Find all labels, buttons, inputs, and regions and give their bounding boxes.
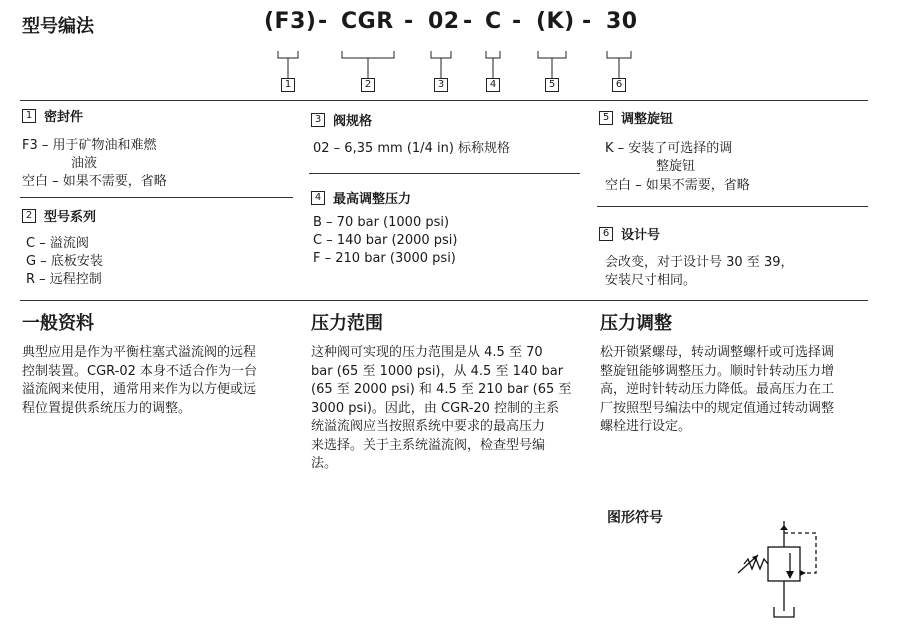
text-line: 螺栓进行设定。 bbox=[600, 419, 692, 434]
knob-option-k-cont: 整旋钮 bbox=[656, 159, 696, 174]
code-part-knob: (K) bbox=[536, 9, 575, 34]
code-dash: - bbox=[582, 9, 592, 34]
pressure-range-heading: 压力范围 bbox=[311, 313, 383, 334]
code-box-4: 4 bbox=[486, 78, 500, 92]
code-dash: - bbox=[512, 9, 522, 34]
section-size-heading bbox=[311, 110, 372, 129]
text-line: 程位置提供系统压力的调整。 bbox=[22, 400, 192, 416]
section-title: 型号系列 bbox=[44, 210, 97, 225]
text-line: (65 至 2000 psi) 和 4.5 至 210 bar (65 至 bbox=[311, 382, 572, 397]
middle-rule bbox=[20, 300, 868, 301]
code-part-seal: (F3) bbox=[264, 9, 317, 34]
text-line: 溢流阀来使用，通常用来作为以方便或远 bbox=[22, 382, 257, 397]
relief-valve-symbol bbox=[730, 515, 830, 627]
section-title: 调整旋钮 bbox=[621, 112, 674, 127]
text-line: 高，逆时针转动压力降低。最高压力在工 bbox=[600, 382, 835, 397]
knob-option-blank: 空白 – 如果不需要，省略 bbox=[605, 178, 750, 193]
code-box-3: 3 bbox=[434, 78, 448, 92]
text-line: 松开锁紧螺母，转动调整螺杆或可选择调 bbox=[600, 345, 835, 360]
code-dash: - bbox=[404, 9, 414, 34]
code-part-pressure: C bbox=[485, 9, 502, 34]
section-seal-heading bbox=[22, 106, 83, 125]
text-line: 法。 bbox=[311, 456, 338, 471]
section-title: 设计号 bbox=[621, 228, 661, 243]
top-rule bbox=[20, 100, 868, 101]
section-series-heading bbox=[22, 206, 96, 225]
general-paragraph bbox=[22, 344, 257, 418]
pressure-option-f: F – 210 bar (3000 psi) bbox=[313, 251, 456, 266]
symbol-heading: 图形符号 bbox=[607, 510, 663, 526]
code-box-6: 6 bbox=[612, 78, 626, 92]
section-divider bbox=[597, 206, 868, 207]
series-option-c: C – 溢流阀 bbox=[26, 236, 89, 251]
text-line: 典型应用是作为平衡柱塞式溢流阀的远程 bbox=[22, 345, 257, 360]
section-number-box: 1 bbox=[22, 109, 36, 123]
design-note-line: 会改变，对于设计号 30 至 39， bbox=[605, 255, 794, 270]
series-option-r: R – 远程控制 bbox=[26, 272, 102, 287]
text-line: bar (65 至 1000 psi)，从 4.5 至 140 bar bbox=[311, 363, 564, 379]
pressure-range-paragraph bbox=[311, 344, 571, 474]
section-number-box: 4 bbox=[311, 191, 325, 205]
pressure-adjust-paragraph bbox=[600, 344, 834, 437]
code-box-5: 5 bbox=[545, 78, 559, 92]
section-number-box: 3 bbox=[311, 113, 325, 127]
text-line: 统溢流阀应当按照系统中要求的最高压力 bbox=[311, 419, 546, 434]
page-title: 型号编法 bbox=[22, 16, 94, 37]
section-divider bbox=[20, 197, 293, 198]
code-box-2: 2 bbox=[361, 78, 375, 92]
section-title: 阀规格 bbox=[333, 114, 373, 129]
code-part-size: 02 bbox=[428, 9, 460, 34]
series-option-g: G – 底板安装 bbox=[26, 254, 103, 269]
design-note-line: 安装尺寸相同。 bbox=[605, 273, 697, 288]
code-part-design: 30 bbox=[606, 9, 638, 34]
section-number-box: 2 bbox=[22, 209, 36, 223]
pressure-adjust-heading: 压力调整 bbox=[600, 313, 672, 334]
seal-option-blank: 空白 – 如果不需要，省略 bbox=[22, 174, 167, 189]
pressure-option-c: C – 140 bar (2000 psi) bbox=[313, 233, 458, 248]
general-heading: 一般资料 bbox=[22, 313, 94, 334]
section-knob-heading bbox=[599, 108, 673, 127]
pressure-option-b: B – 70 bar (1000 psi) bbox=[313, 215, 450, 230]
code-dash: - bbox=[318, 9, 328, 34]
text-line: 控制装置。CGR-02 本身不适合作为一台 bbox=[22, 363, 258, 379]
seal-option-f3-cont: 油液 bbox=[71, 156, 98, 171]
code-brackets bbox=[0, 0, 921, 100]
section-title: 最高调整压力 bbox=[333, 192, 412, 207]
code-dash: - bbox=[463, 9, 473, 34]
section-pressure-heading bbox=[311, 188, 411, 207]
code-box-1: 1 bbox=[281, 78, 295, 92]
section-number-box: 6 bbox=[599, 227, 613, 241]
seal-option-f3: F3 – 用于矿物油和难燃 bbox=[22, 138, 157, 153]
text-line: 厂按照型号编法中的规定值通过转动调整 bbox=[600, 400, 835, 416]
size-option-02: 02 – 6,35 mm (1/4 in) 标称规格 bbox=[313, 141, 511, 156]
section-title: 密封件 bbox=[44, 110, 84, 125]
text-line: 这种阀可实现的压力范围是从 4.5 至 70 bbox=[311, 345, 543, 360]
code-part-series: CGR bbox=[341, 9, 394, 34]
section-number-box: 5 bbox=[599, 111, 613, 125]
section-design-heading bbox=[599, 224, 660, 243]
section-divider bbox=[309, 173, 580, 174]
text-line: 来选择。关于主系统溢流阀，检查型号编 bbox=[311, 437, 546, 453]
text-line: 3000 psi)。因此，由 CGR-20 控制的主系 bbox=[311, 400, 560, 416]
knob-option-k: K – 安装了可选择的调 bbox=[605, 141, 733, 156]
text-line: 整旋钮能够调整压力。顺时针转动压力增 bbox=[600, 363, 835, 379]
